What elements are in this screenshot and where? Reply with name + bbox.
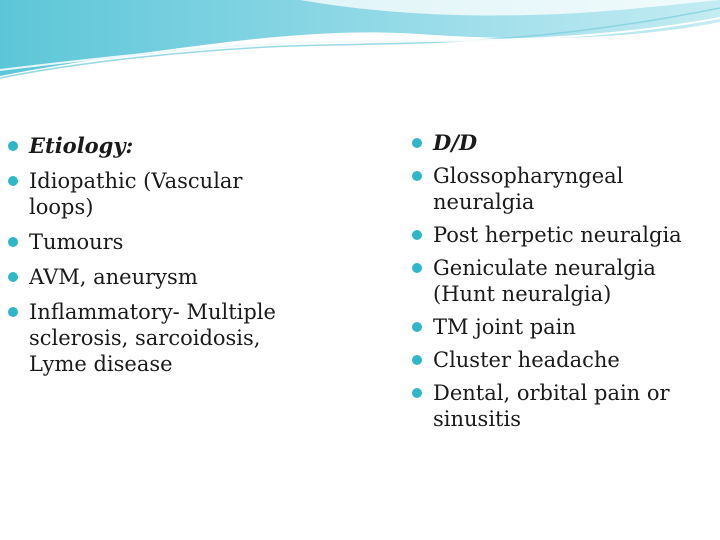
etiology-heading: Etiology: xyxy=(29,133,134,158)
bullet-icon xyxy=(412,138,422,148)
list-item-text: Idiopathic (Vascular loops) xyxy=(29,169,243,219)
list-item-text: Post herpetic neuralgia xyxy=(433,223,682,247)
list-item xyxy=(412,222,712,248)
list-item-text: AVM, aneurysm xyxy=(29,265,198,289)
bullet-icon xyxy=(412,388,422,398)
list-item xyxy=(8,133,308,159)
bullet-icon xyxy=(8,141,18,151)
list-item-text: Tumours xyxy=(29,230,124,254)
list-item xyxy=(8,264,308,290)
etiology-list xyxy=(8,133,308,377)
etiology-column xyxy=(8,133,308,386)
list-item xyxy=(8,168,308,220)
bullet-icon xyxy=(8,272,18,282)
bullet-icon xyxy=(412,230,422,240)
list-item-text: Inflammatory- Multiple sclerosis, sarcoidosis, Lyme disease xyxy=(29,300,276,376)
list-item xyxy=(412,347,712,373)
list-item-text: TM joint pain xyxy=(433,315,576,339)
bullet-icon xyxy=(412,322,422,332)
differential-diagnosis-list xyxy=(412,130,712,432)
list-item xyxy=(412,130,712,156)
bullet-icon xyxy=(412,263,422,273)
list-item xyxy=(412,380,712,432)
differential-diagnosis-heading: D/D xyxy=(433,130,478,155)
header-wave-decoration xyxy=(0,0,720,90)
list-item-text: Dental, orbital pain or sinusitis xyxy=(433,381,670,431)
bullet-icon xyxy=(8,237,18,247)
differential-diagnosis-column xyxy=(412,130,712,439)
list-item-text: Glossopharyngeal neuralgia xyxy=(433,164,624,214)
list-item xyxy=(412,255,712,307)
list-item-text: Cluster headache xyxy=(433,348,620,372)
bullet-icon xyxy=(8,307,18,317)
list-item xyxy=(412,163,712,215)
list-item xyxy=(412,314,712,340)
list-item xyxy=(8,229,308,255)
list-item xyxy=(8,299,308,377)
bullet-icon xyxy=(412,171,422,181)
bullet-icon xyxy=(412,355,422,365)
bullet-icon xyxy=(8,176,18,186)
list-item-text: Geniculate neuralgia (Hunt neuralgia) xyxy=(433,256,656,306)
